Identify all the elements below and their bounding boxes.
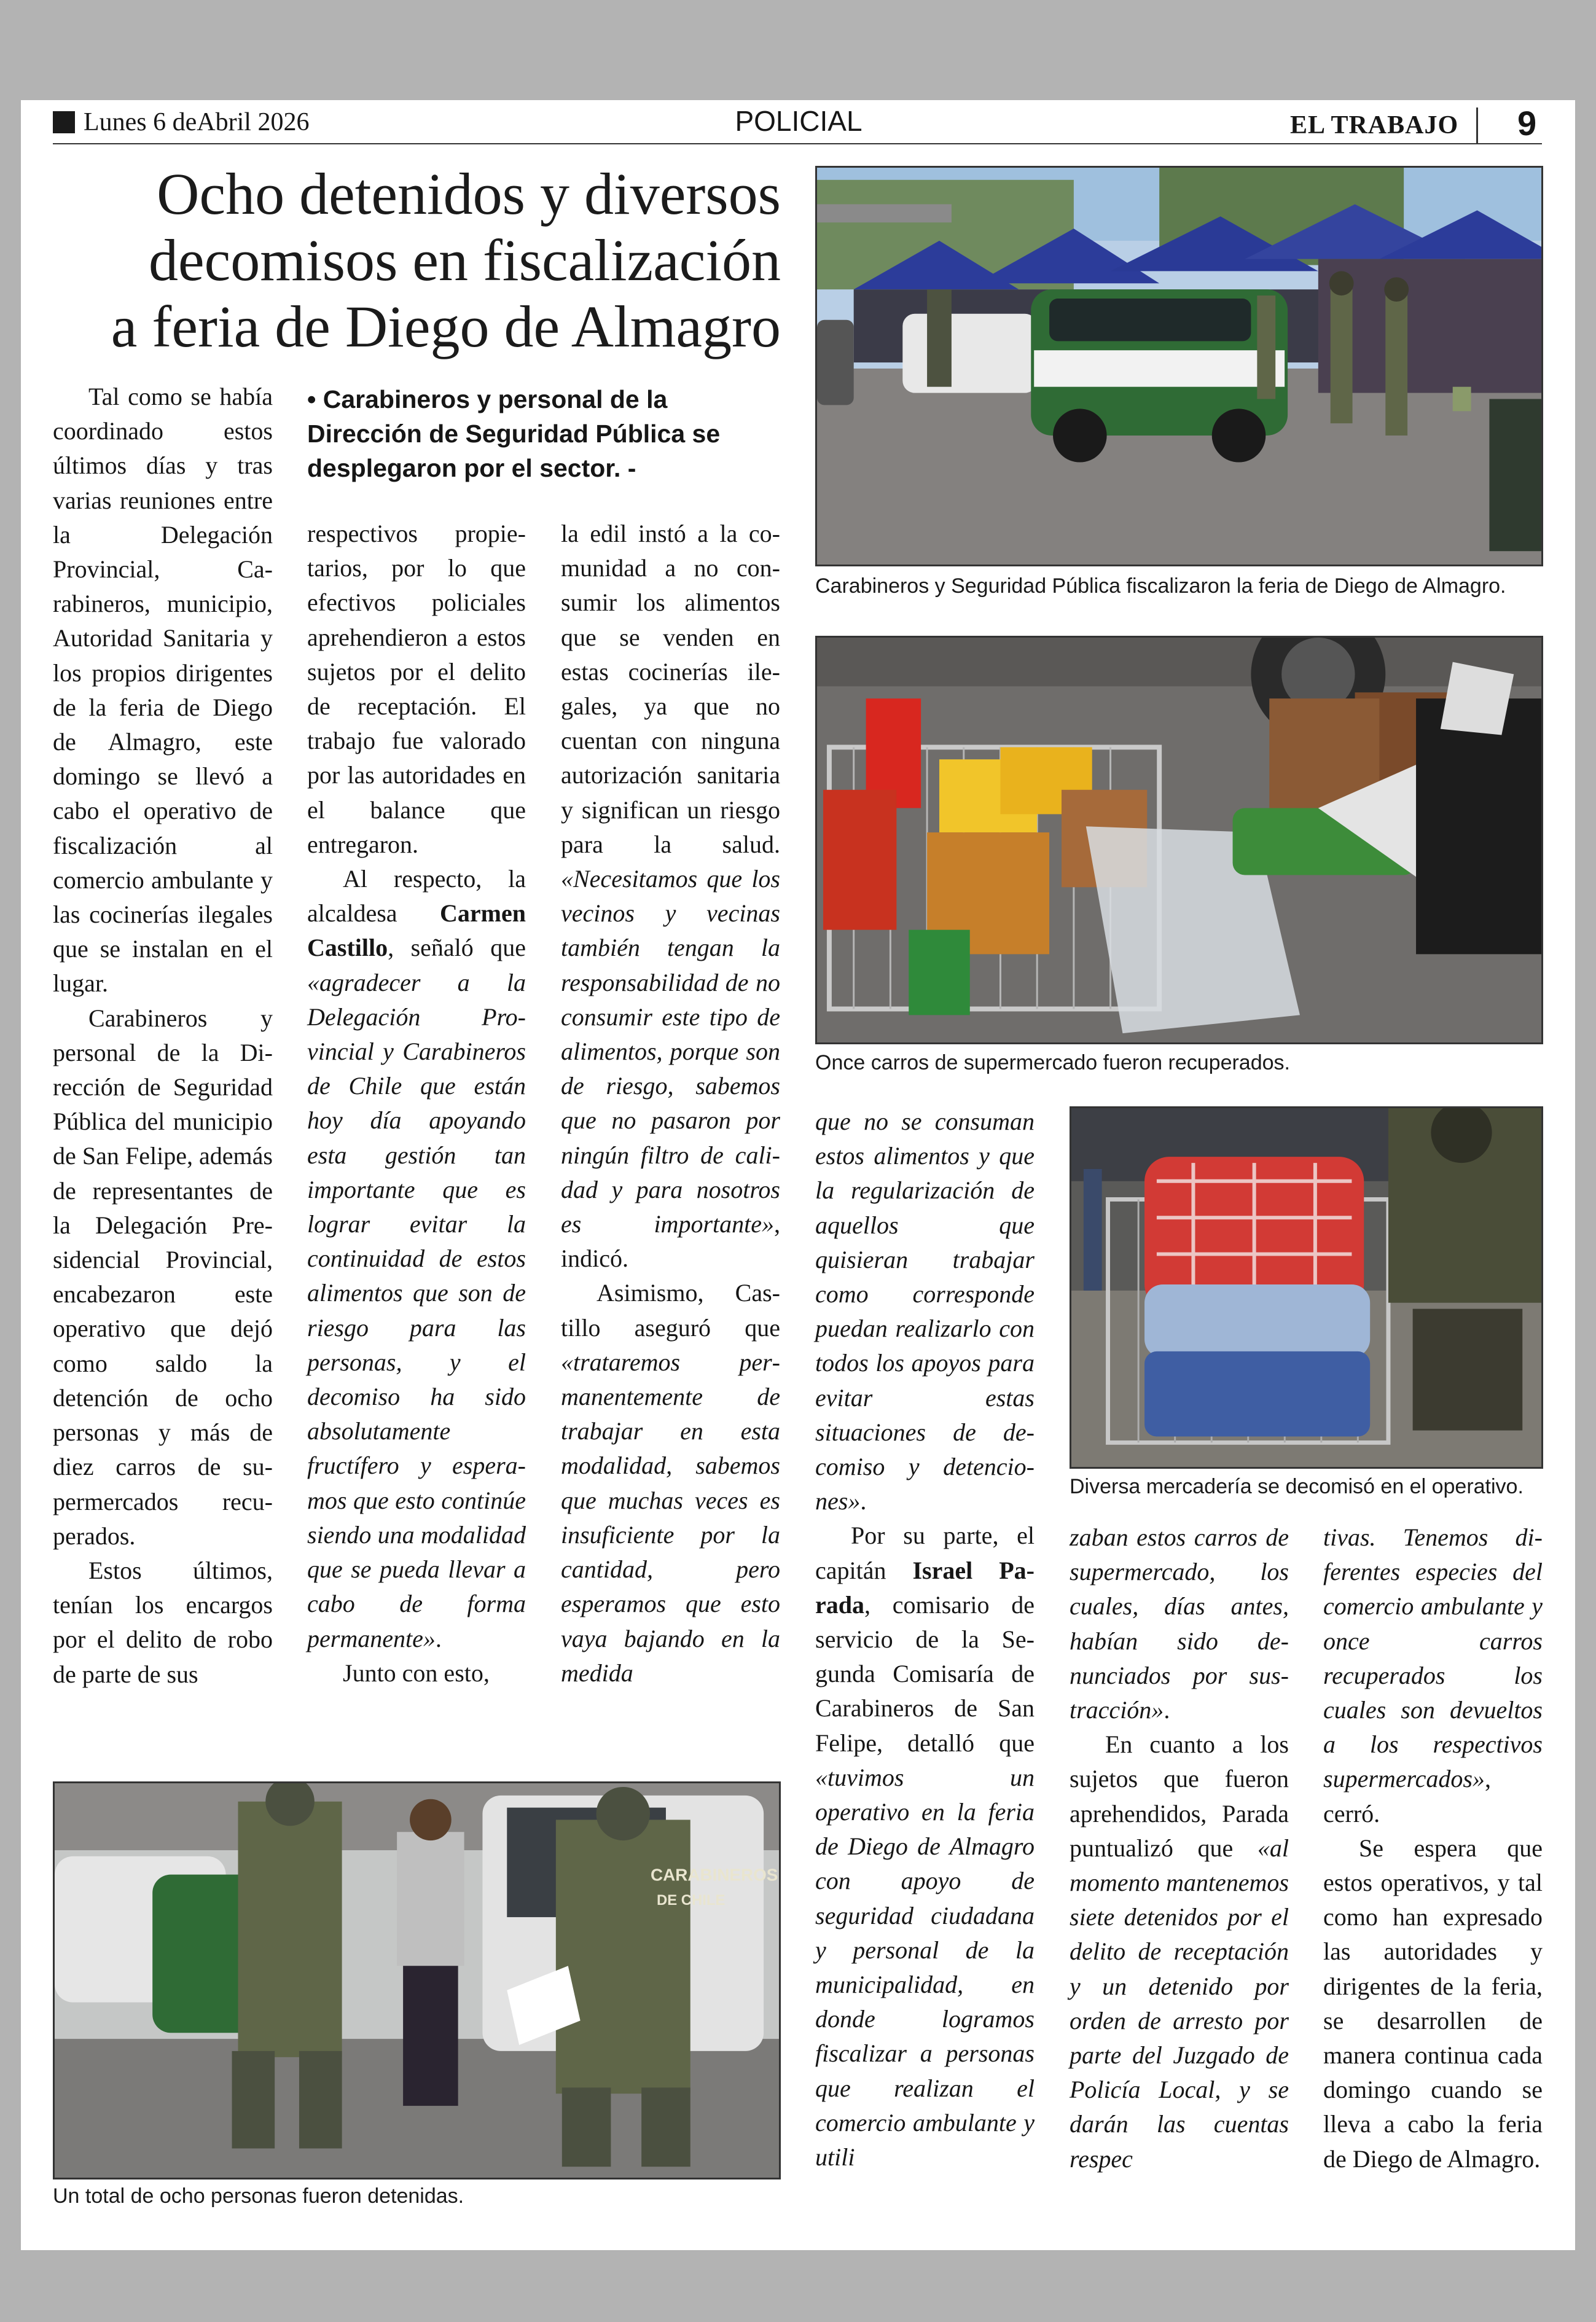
title-line-3: a feria de Diego de Almagro [111, 294, 781, 359]
header-square-icon [53, 111, 75, 133]
market-scene-illustration [817, 168, 1541, 565]
vest-label-de-chile: DE CHILE [657, 1892, 726, 1909]
body-column-3: la edil instó a la comunidad a no consumir los alimentos que se venden en estas cocinerías ilegales, ya que no cuentan con ninguna autorización sanitaria y significan un riesgo para la salud. «Necesitamos que los vecinos y vecinas también tengan la responsabilidad de no consumir este tipo de alimentos, porque son de riesgo, sabemos que no pasaron por ningún filtro de calidad y para nosotros es importante», indicó. Asimismo, Castillo aseguró que «trataremos permanentemente de trabajar en esta modalidad, sabemos que muchas veces es insuficiente por la cantidad, pero esperamos que esto vaya bajando en la medida [561, 520, 780, 1687]
body-column-1: Tal como se había coordinado estos últimos días y tras varias reuniones entre la Delegación Provincial, Carabineros, municipio, Autoridad Sanitaria y los propios dirigentes de la feria de Diego de Almagro, este domingo se llevó a cabo el operativo de fiscalización al comercio ambulante y las cocinerías ilegales que se instalan en el lugar. Carabineros y personal de la Dirección de Seguridad Pública del municipio de San Felipe, además de representantes de la Delegación Presidencial Provincial, encabezaron este operativo que dejó como saldo la detención de ocho personas y más de diez carros de supermercados recuperados. Estos últimos, tenían los encargos por el delito de robo de parte de sus [53, 383, 273, 1688]
body-column-6: tivas. Tenemos diferentes especies del comercio ambulante y once carros recuperados los cuales son devueltos a los respectivos supermercados», cerró. Se espera que estos operativos, y tal como han expresado las autoridades y dirigentes de la feria, se desarrollen de manera continua cada domingo cuando se lleva a cabo la feria de Diego de Almagro. [1323, 1523, 1543, 2173]
goods-scene-illustration [1071, 1108, 1541, 1467]
vest-label-carabineros: CARABINEROS [651, 1865, 778, 1885]
cart-scene-illustration [817, 638, 1541, 1042]
detainees-scene-illustration [55, 1783, 779, 2178]
article-lead: • Carabineros y personal de la Dirección de Seguridad Pública se desplegaron por el sector. - [307, 385, 721, 482]
title-line-1: Ocho detenidos y diversos [157, 161, 781, 227]
caption-photo-2: Once carros de supermercado fueron recuperados. [815, 1051, 1290, 1074]
header-date [53, 108, 309, 137]
title-line-2: decomisos en fiscalización [149, 227, 781, 293]
header-section: POLICIAL [735, 105, 863, 137]
body-column-4: que no se consuman estos alimentos y que la regularización de aquellos que quisieran trabajar como corresponde puedan realizarlo con todos los apoyos para evitar estas situaciones de decomiso y detenciones». Por su parte, el capitán Israel Parada, comisario de servicio de la Segunda Comisaría de Carabineros de San Felipe, detalló que «tuvimos un operativo en la feria de Diego de Almagro con apoyo de seguridad ciudadana y personal de la municipalidad, en donde logramos fiscalizar a personas que realizan el comercio ambulante y utili [815, 1108, 1035, 2172]
caption-photo-4: Un total de ocho personas fueron detenidas. [53, 2184, 464, 2208]
photo-detainees [53, 1781, 781, 2179]
photo-confiscated-goods [1070, 1106, 1543, 1469]
photo-market-police-cars [815, 166, 1543, 566]
body-column-2: respectivos propietarios, por lo que efectivos policiales aprehendieron a estos sujetos por el delito de receptación. El trabajo fue valorado por las autoridades en el balance que entregaron. Al respecto, la alcaldesa Carmen Castillo, señaló que «agradecer a la Delegación Provincial y Carabineros de Chile que están hoy día apoyando esta gestión tan importante que es lograr evitar la continuidad de estos alimentos que son de riesgo para las personas, y el decomiso ha sido absolutamente fructífero y esperamos que esto continúe siendo una modalidad que se pueda llevar a cabo de forma permanente». Junto con esto, [307, 520, 526, 1687]
header-newspaper-name: EL TRABAJO [1290, 111, 1459, 139]
article-title [53, 161, 781, 360]
header-rule [53, 143, 1542, 144]
photo-recovered-cart [815, 636, 1543, 1044]
header-date-text: Lunes 6 deAbril 2026 [84, 108, 310, 136]
caption-photo-1: Carabineros y Seguridad Pública fiscalizaron la feria de Diego de Almagro. [815, 574, 1506, 598]
header-divider [1476, 108, 1478, 144]
body-column-5: zaban estos carros de supermercado, los cuales, días antes, habían sido denunciados por sustracción». En cuanto a los sujetos que fueron aprehendidos, Parada puntualizó que «al momento mantenemos siete detenidos por el delito de receptación y un detenido por orden de arresto por parte del Juzgado de Policía Local, y se darán las cuentas respec [1070, 1523, 1289, 2173]
header-page-number: 9 [1517, 104, 1537, 143]
caption-photo-3: Diversa mercadería se decomisó en el operativo. [1070, 1475, 1524, 1498]
